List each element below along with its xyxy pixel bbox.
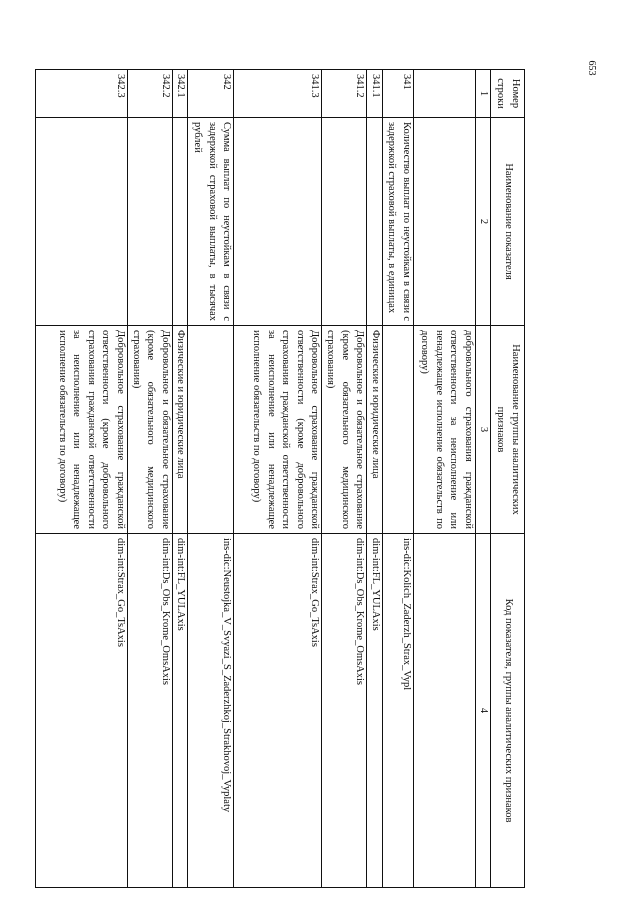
table-row — [127, 70, 172, 888]
column-number-row — [475, 70, 490, 888]
group-name: добровольного страхования гражданской ответственности за неисполнение или ненадлежащее исполнение обязательств по договору) — [413, 326, 475, 534]
indicator-name — [322, 118, 367, 326]
row-number: 342.3 — [35, 70, 127, 118]
table-row — [382, 70, 413, 888]
row-number: 342 — [188, 70, 234, 118]
column-number-4: 4 — [475, 534, 490, 888]
indicator-code: ins-dic:Kolich_Zaderzh_Strax_Vypl — [382, 534, 413, 888]
group-name: Добровольное и обязательное страхование (кроме обязательного медицинского страхования) — [322, 326, 367, 534]
document-table-container — [56, 69, 525, 887]
indicator-code: dim-int:FL_YULAxis — [367, 534, 382, 888]
column-number-1: 1 — [475, 70, 490, 118]
row-number: 341.1 — [367, 70, 382, 118]
indicator-code: dim-int:Strax_Go_TsAxis — [234, 534, 322, 888]
group-name — [188, 326, 234, 534]
table-row — [172, 70, 187, 888]
indicator-name — [367, 118, 382, 326]
group-name: Добровольное страхование гражданской ответственности (кроме добровольного страхования гражданской ответственности за неисполнение или ненадлежащее исполнение обязательств по договору) — [35, 326, 127, 534]
header-group-name: Наименование группы аналитических признаков — [491, 326, 525, 534]
table-row — [413, 70, 475, 888]
column-number-2: 2 — [475, 118, 490, 326]
indicator-code: dim-int:Ds_Obs_Krome_OmsAxis — [322, 534, 367, 888]
indicator-name: Сумма выплат по неустойкам в связи с задержкой страховой выплаты, в тысячах рублей — [188, 118, 234, 326]
group-name: Добровольное страхование гражданской ответственности (кроме добровольного страхования гражданской ответственности за неисполнение или ненадлежащее исполнение обязательств по договору) — [234, 326, 322, 534]
indicator-code: dim-int:Ds_Obs_Krome_OmsAxis — [127, 534, 172, 888]
group-name: Физические и юридические лица — [172, 326, 187, 534]
row-number: 342.1 — [172, 70, 187, 118]
indicator-name: Количество выплат по неустойкам в связи с задержкой страховой выплаты, в единицах — [382, 118, 413, 326]
header-code: Код показателя, группы аналитических признаков — [491, 534, 525, 888]
indicator-code: ins-dic:Neustojka_V_Svyazi_S_Zaderzhkoj_Strakhovoj_Vyplaty — [188, 534, 234, 888]
row-number: 341.3 — [234, 70, 322, 118]
indicator-code: dim-int:FL_YULAxis — [172, 534, 187, 888]
group-name — [382, 326, 413, 534]
indicator-code — [413, 534, 475, 888]
indicator-table — [35, 69, 525, 888]
table-row — [322, 70, 367, 888]
header-row-number: Номер строки — [491, 70, 525, 118]
indicator-name — [172, 118, 187, 326]
indicator-code: dim-int:Strax_Go_TsAxis — [35, 534, 127, 888]
table-row — [35, 70, 127, 888]
header-row — [491, 70, 525, 888]
table-row — [367, 70, 382, 888]
row-number: 341.2 — [322, 70, 367, 118]
page-number: 653 — [586, 60, 597, 76]
table-row — [234, 70, 322, 888]
table-row — [188, 70, 234, 888]
indicator-name — [234, 118, 322, 326]
header-indicator-name: Наименование показателя — [491, 118, 525, 326]
group-name: Добровольное и обязательное страхование (кроме обязательного медицинского страхования) — [127, 326, 172, 534]
group-name: Физические и юридические лица — [367, 326, 382, 534]
row-number: 342.2 — [127, 70, 172, 118]
indicator-name — [35, 118, 127, 326]
row-number — [413, 70, 475, 118]
indicator-name — [127, 118, 172, 326]
indicator-name — [413, 118, 475, 326]
row-number: 341 — [382, 70, 413, 118]
column-number-3: 3 — [475, 326, 490, 534]
